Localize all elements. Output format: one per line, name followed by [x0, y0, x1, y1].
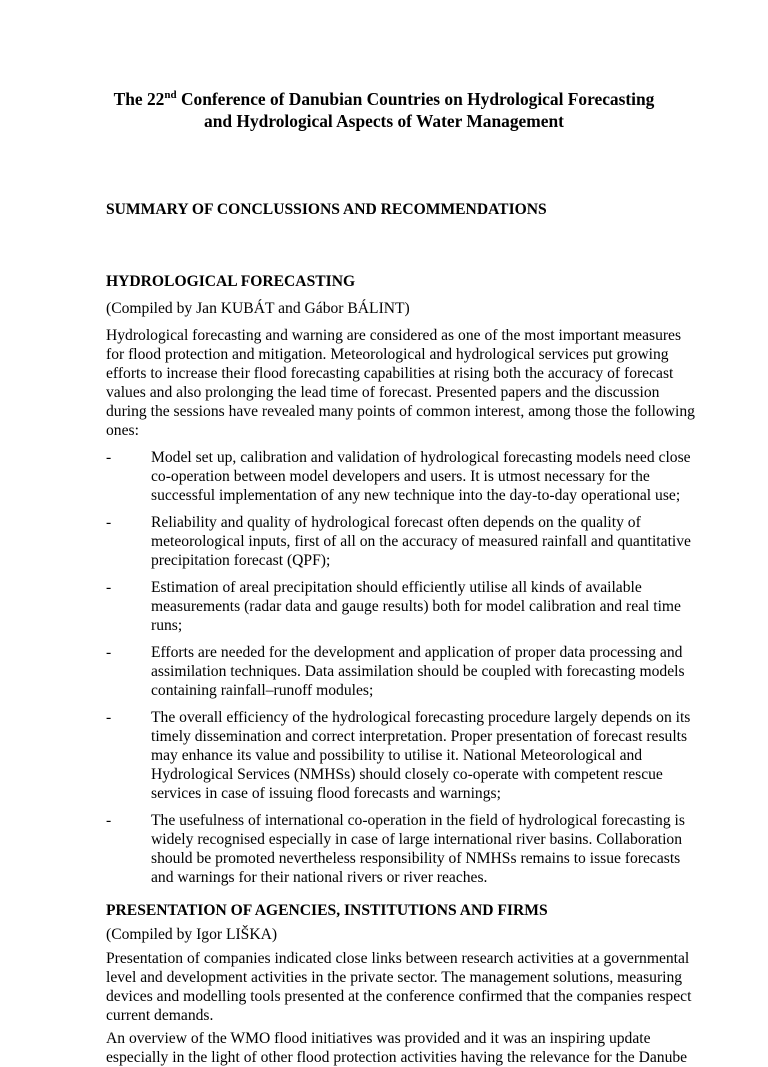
section1-compiled-by: (Compiled by Jan KUBÁT and Gábor BÁLINT)	[106, 300, 410, 317]
paragraph-line: devices and modelling tools presented at the conference confirmed that the companies respect	[106, 988, 692, 1005]
bullet-line: runs;	[151, 617, 183, 634]
paragraph-line: Hydrological forecasting and warning are considered as one of the most important measures	[106, 327, 682, 344]
bullet-item	[151, 708, 691, 803]
bullet-line: services in case of issuing flood forecasts and warnings;	[151, 785, 501, 802]
bullet-line: containing rainfall–runoff modules;	[151, 682, 374, 699]
bullet-line: may enhance its value and possibility to utilise it. National Meteorological and	[151, 747, 643, 764]
title-ordinal-suffix: nd	[164, 89, 177, 101]
title-part2: Conference of Danubian Countries on Hydrological Forecasting	[176, 89, 655, 109]
paragraph-line: An overview of the WMO flood initiatives was provided and it was an inspiring update	[106, 1030, 651, 1047]
bullet-line: assimilation techniques. Data assimilation should be coupled with forecasting models	[151, 663, 685, 680]
bullet-line: Model set up, calibration and validation of hydrological forecasting models need close	[151, 449, 691, 466]
section2-compiled-by: (Compiled by Igor LIŠKA)	[106, 926, 278, 943]
bullet-line: Hydrological Services (NMHSs) should closely co-operate with competent rescue	[151, 766, 663, 783]
bullet-line: meteorological inputs, first of all on the accuracy of measured rainfall and quantitative	[151, 533, 691, 550]
paragraph-line: values and also prolonging the lead time of forecast. Presented papers and the discussion	[106, 384, 660, 401]
bullet-item	[151, 513, 691, 570]
bullet-line: timely dissemination and correct interpretation. Proper presentation of forecast results	[151, 728, 688, 745]
bullet-dash: -	[106, 709, 112, 726]
paragraph-line: current demands.	[106, 1007, 214, 1024]
paragraph-line: especially in the light of other flood protection activities having the relevance for the Danube	[106, 1049, 688, 1066]
paragraph-line: during the sessions have revealed many points of common interest, among those the following	[106, 403, 695, 420]
paragraph-line: for flood protection and mitigation. Meteorological and hydrological services put growing	[106, 346, 669, 363]
bullet-line: co-operation between model developers and users. It is utmost necessary for the	[151, 468, 650, 485]
bullet-line: Estimation of areal precipitation should efficiently utilise all kinds of available	[151, 579, 642, 596]
bullet-line: Efforts are needed for the development and application of proper data processing and	[151, 644, 683, 661]
bullet-item	[151, 643, 685, 700]
section-heading-hydrological-forecasting: HYDROLOGICAL FORECASTING	[106, 273, 356, 290]
bullet-line: and warnings for their national rivers or river reaches.	[151, 869, 488, 886]
paragraph-line: level and development activities in the private sector. The management solutions, measuring	[106, 969, 683, 986]
bullet-item	[151, 811, 685, 887]
bullet-item	[151, 578, 681, 635]
paragraph-line: Presentation of companies indicated close links between research activities at a governmental	[106, 950, 690, 967]
summary-heading: SUMMARY OF CONCLUSSIONS AND RECOMMENDATIONS	[106, 201, 547, 218]
paragraph-line: ones:	[106, 422, 139, 439]
bullet-item	[151, 448, 691, 505]
bullet-line: The overall efficiency of the hydrological forecasting procedure largely depends on its	[151, 709, 691, 726]
bullet-dash: -	[106, 644, 112, 661]
title-part1: The 22	[113, 89, 165, 109]
section2-paragraph-1	[106, 949, 692, 1025]
section1-intro-paragraph	[106, 326, 695, 440]
section2-paragraph-2	[106, 1029, 688, 1067]
bullet-dash: -	[106, 812, 112, 829]
bullet-line: measurements (radar data and gauge results) both for model calibration and real time	[151, 598, 681, 615]
bullet-line: The usefulness of international co-operation in the field of hydrological forecasting is	[151, 812, 685, 829]
bullet-dash: -	[106, 449, 112, 466]
bullet-line: should be promoted nevertheless responsibility of NMHSs remains to issue forecasts	[151, 850, 681, 867]
bullet-line: precipitation forecast (QPF);	[151, 552, 331, 569]
paragraph-line: efforts to increase their flood forecasting capabilities at rising both the accuracy of forecast	[106, 365, 674, 382]
bullet-line: Reliability and quality of hydrological forecast often depends on the quality of	[151, 514, 641, 531]
bullet-line: successful implementation of any new technique into the day-to-day operational use;	[151, 487, 681, 504]
bullet-dash: -	[106, 579, 112, 596]
bullet-dash: -	[106, 514, 112, 531]
bullet-line: widely recognised especially in case of large international river basins. Collaboration	[151, 831, 683, 848]
section-heading-presentation-of-agencies: PRESENTATION OF AGENCIES, INSTITUTIONS AND FIRMS	[106, 902, 548, 919]
document-title	[60, 88, 708, 132]
title-line2: and Hydrological Aspects of Water Management	[204, 111, 564, 131]
